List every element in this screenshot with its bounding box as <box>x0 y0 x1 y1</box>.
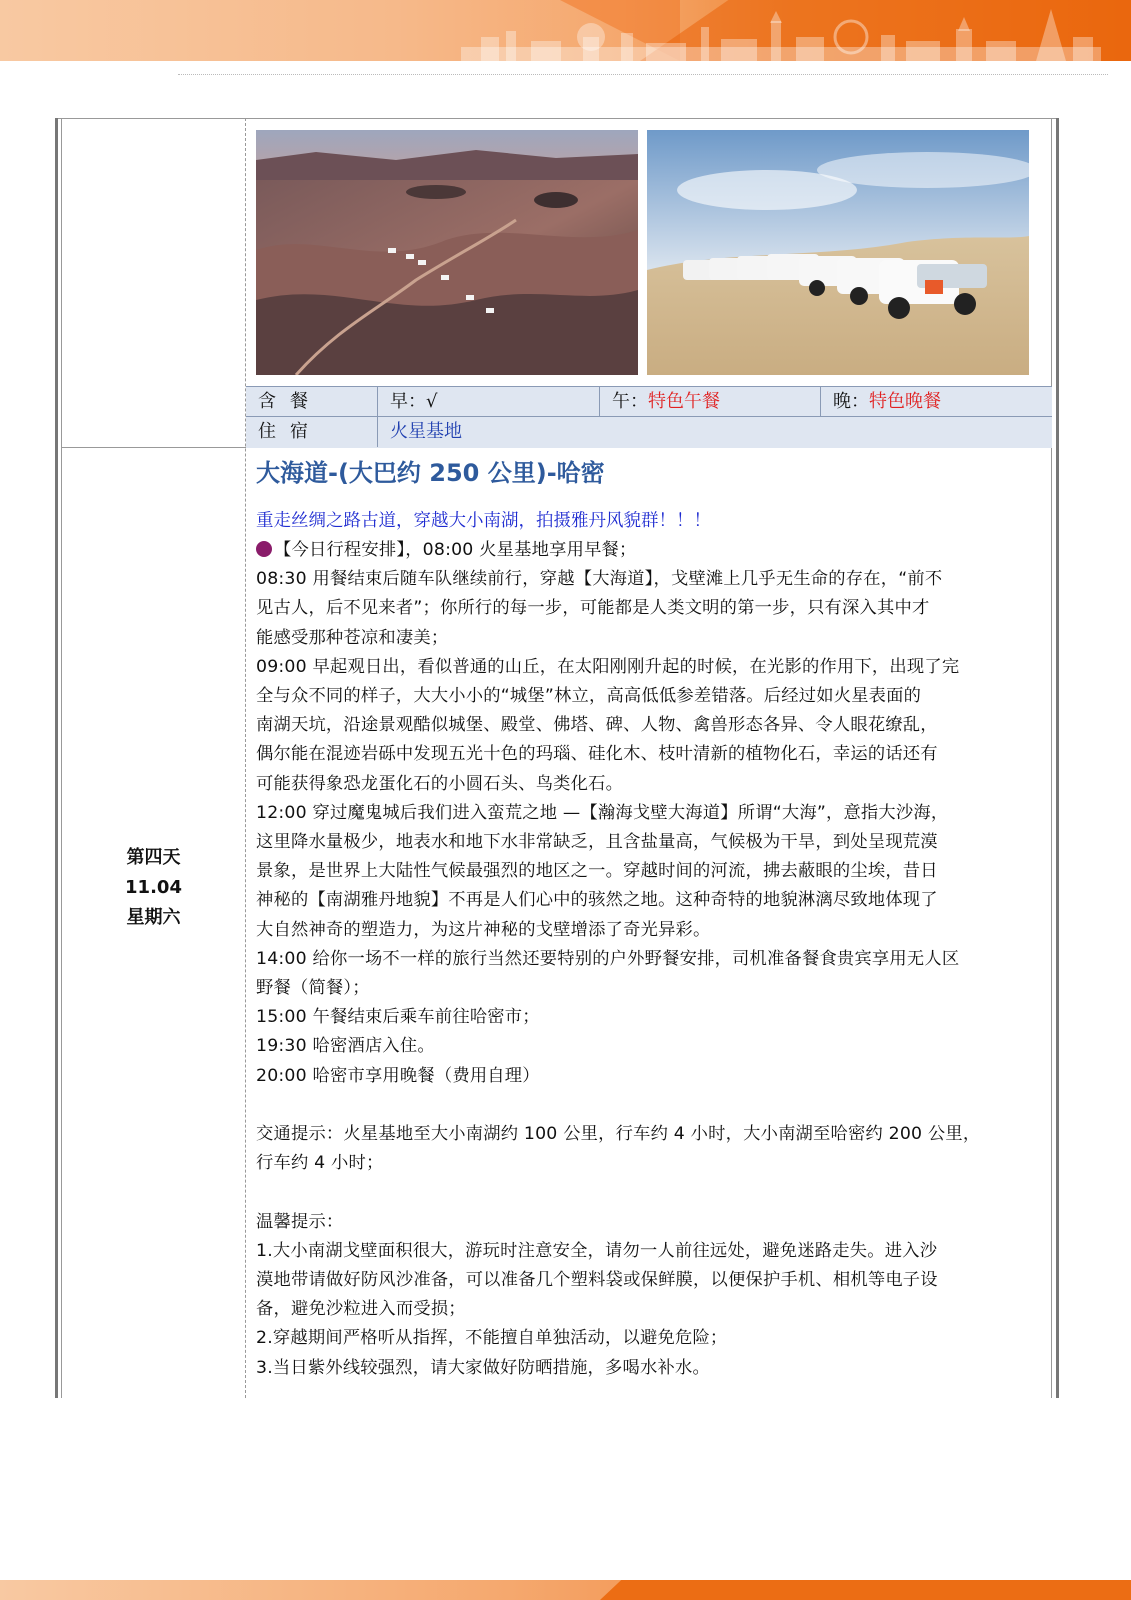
meals-lodging-table <box>246 386 1052 448</box>
meals-label: 含餐 <box>246 387 378 417</box>
warm-tip-item: 2.穿越期间严格听从指挥，不能擅自单独活动，以避免危险； <box>256 1328 728 1349</box>
lunch-cell: 午：特色午餐 <box>600 387 821 417</box>
schedule-paragraph: 20:00 哈密市享用晚餐（费用自理） <box>256 1065 540 1086</box>
schedule-paragraph: 19:30 哈密酒店入住。 <box>256 1036 435 1057</box>
day-number: 第四天 <box>126 847 181 868</box>
lunch-value: 特色午餐 <box>648 391 720 412</box>
lodging-row <box>246 417 1052 447</box>
schedule-paragraph: 08:30 用餐结束后随车队继续前行，穿越【大海道】，戈壁滩上几乎无生命的存在，“前不 见古人，后不见来者”；你所行的每一步，可能都是人类文明的第一步，只有深入其中才 能感受那种苍凉和凄美； <box>256 569 943 648</box>
city-skyline-decoration <box>461 7 1101 61</box>
warm-tip-item: 3.当日紫外线较强烈，请大家做好防晒措施，多喝水补水。 <box>256 1357 710 1378</box>
breakfast-value: √ <box>426 391 438 412</box>
day-date: 11.04 <box>125 877 182 898</box>
schedule-paragraph: 15:00 午餐结束后乘车前往哈密市； <box>256 1007 540 1028</box>
breakfast-cell: 早：√ <box>378 387 600 417</box>
dinner-value: 特色晚餐 <box>869 391 941 412</box>
itinerary-table <box>55 118 1059 1398</box>
day-label <box>62 843 245 933</box>
day-content <box>256 453 1046 1383</box>
schedule-intro: 【今日行程安排】，08:00 火星基地享用早餐； <box>256 536 1046 565</box>
suv-fleet-desert-photo <box>647 130 1029 375</box>
lodging-label: 住宿 <box>246 417 378 447</box>
dinner-cell: 晚：特色晚餐 <box>833 391 941 412</box>
header-dotted-rule <box>178 74 1108 75</box>
header-banner <box>0 0 1131 61</box>
bullet-dot-icon <box>256 541 272 557</box>
desert-convoy-aerial-photo <box>256 130 638 375</box>
schedule-paragraph: 12:00 穿过魔鬼城后我们进入蛮荒之地 —【瀚海戈壁大海道】所谓“大海”，意指大沙海， 这里降水量极少，地表水和地下水非常缺乏，且含盐量高，气候极为干旱，到处呈现荒漠 景象，是世界上大陆性气候最强烈的地区之一。穿越时间的河流，拂去蔽眼的尘埃，昔日 神秘的【南湖雅丹地貌】不再是人们心中的骇然之地。这种奇特的地貌淋漓尽致地体现了 大自然神奇的塑造力，为这片神秘的戈壁增添了奇光异彩。 <box>256 802 949 940</box>
warm-tip-item: 1.大小南湖戈壁面积很大，游玩时注意安全，请勿一人前往远处，避免迷路走失。进入沙 漠地带请做好防风沙准备，可以准备几个塑料袋或保鲜膜，以便保护手机、相机等电子设 备，避免沙粒进入而受损； <box>256 1240 938 1320</box>
lodging-value: 火星基地 <box>390 421 462 442</box>
schedule-paragraph: 09:00 早起观日出，看似普通的山丘，在太阳刚刚升起的时候，在光影的作用下，出现了完 全与众不同的样子，大大小小的“城堡”林立，高高低低参差错落。后经过如火星表面的 南湖天坑，沿途景观酷似城堡、殿堂、佛塔、碑、人物、禽兽形态各异、令人眼花缭乱， 偶尔能在混迹岩砾中发现五光十色的玛瑙、硅化木、枝叶清新的植物化石，幸运的话还有 可能获得象恐龙蛋化石的小圆石头、鸟类化石。 <box>256 656 960 794</box>
day-title: 大海道-(大巴约 250 公里)-哈密 <box>256 459 605 487</box>
day-slogan: 重走丝绸之路古道，穿越大小南湖，拍摄雅丹风貌群！！！ <box>256 511 711 531</box>
warm-tip-title: 温馨提示： <box>256 1211 344 1232</box>
schedule-paragraph: 14:00 给你一场不一样的旅行当然还要特别的户外野餐安排，司机准备餐食贵宾享用无人区 野餐（简餐）； <box>256 948 960 999</box>
day-weekday: 星期六 <box>126 907 181 928</box>
footer-banner <box>0 1580 1131 1600</box>
traffic-tip: 交通提示：火星基地至大小南湖约 100 公里，行车约 4 小时，大小南湖至哈密约 200 公里， 行车约 4 小时； <box>256 1124 981 1174</box>
meals-row <box>246 387 1052 417</box>
